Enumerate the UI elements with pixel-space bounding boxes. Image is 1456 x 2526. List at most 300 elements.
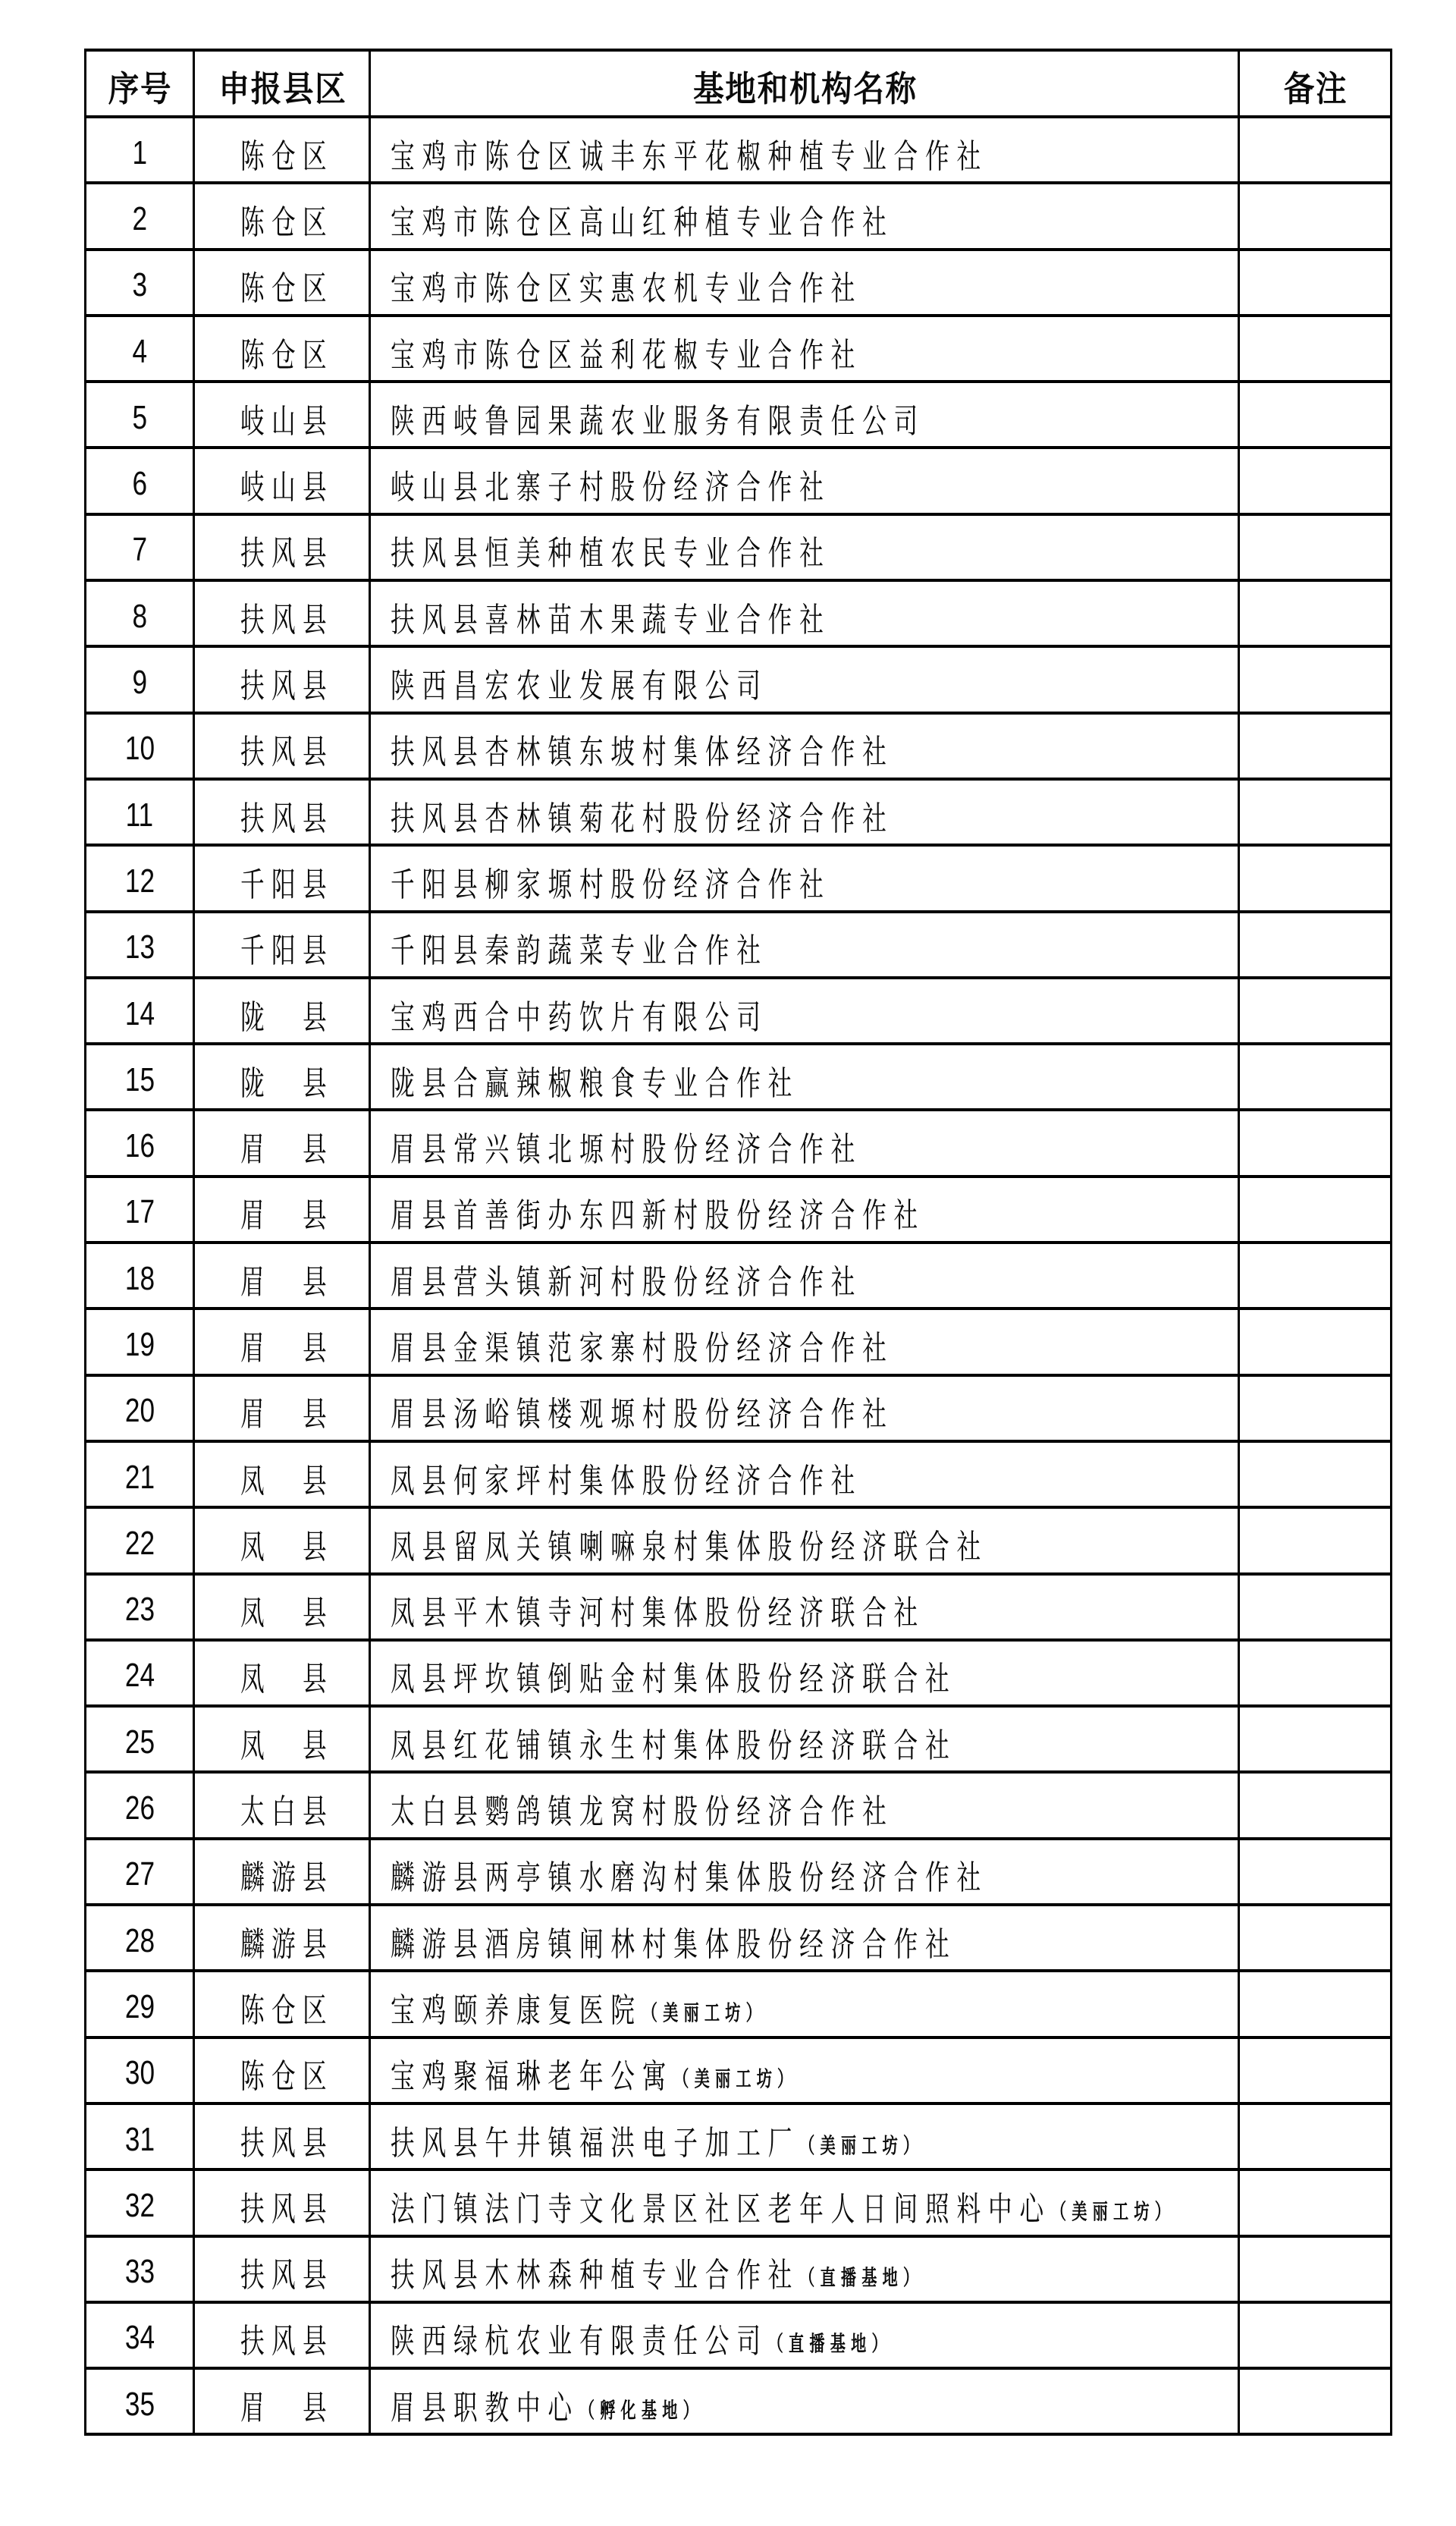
cell-county (194, 183, 370, 249)
row-county: 凤 县 (240, 1660, 334, 1699)
cell-remark (1239, 382, 1392, 448)
cell-name (370, 1772, 1239, 1838)
row-name: 凤县平木镇寺河村集体股份经济联合社 (391, 1594, 926, 1633)
row-index: 30 (124, 2054, 155, 2092)
row-county: 陈仓区 (240, 2057, 334, 2097)
cell-index (86, 2037, 194, 2103)
row-name: 眉县首善街办东四新村股份经济合作社 (391, 1196, 926, 1236)
row-name: 宝鸡西合中药饮片有限公司 (391, 998, 768, 1037)
cell-county (194, 845, 370, 911)
row-index: 4 (132, 332, 147, 370)
row-name-wrap (391, 1784, 894, 1833)
cell-remark (1239, 779, 1392, 845)
row-name-wrap (391, 1917, 957, 1965)
cell-remark (1239, 1839, 1392, 1905)
row-name: 麟游县两亭镇水磨沟村集体股份经济合作社 (391, 1858, 988, 1898)
cell-remark (1239, 2103, 1392, 2169)
row-county: 眉 县 (240, 1395, 334, 1434)
cell-index (86, 1640, 194, 1706)
row-name-wrap (391, 1850, 988, 1899)
row-county: 陈仓区 (240, 1990, 334, 2030)
cell-name (370, 580, 1239, 646)
row-name: 扶风县恒美种植农民专业合作社 (391, 534, 831, 573)
table-row (86, 1640, 1392, 1706)
cell-county (194, 2103, 370, 2169)
row-index: 34 (124, 2319, 155, 2357)
cell-name (370, 514, 1239, 580)
row-name-wrap (391, 791, 894, 840)
row-index: 16 (124, 1127, 155, 1165)
cell-name (370, 1706, 1239, 1772)
row-name-wrap (391, 724, 894, 773)
table-row (86, 1375, 1392, 1441)
row-name: 千阳县柳家塬村股份经济合作社 (391, 865, 831, 904)
cell-index (86, 2236, 194, 2302)
cell-index (86, 845, 194, 911)
cell-remark (1239, 978, 1392, 1044)
cell-name (370, 2103, 1239, 2169)
cell-county (194, 514, 370, 580)
cell-county (194, 912, 370, 978)
cell-county (194, 1177, 370, 1243)
cell-remark (1239, 1044, 1392, 1110)
row-name-wrap (391, 658, 768, 707)
row-index: 28 (124, 1921, 155, 1959)
row-county: 陈仓区 (240, 335, 334, 375)
cell-remark (1239, 2037, 1392, 2103)
table-body (86, 117, 1392, 2434)
table-row (86, 1772, 1392, 1838)
row-county: 眉 县 (240, 1328, 334, 1368)
cell-name (370, 316, 1239, 382)
cell-remark (1239, 2169, 1392, 2235)
cell-county (194, 978, 370, 1044)
cell-name (370, 1971, 1239, 2037)
cell-index (86, 2302, 194, 2368)
header-remark-label: 备注 (1283, 68, 1348, 109)
cell-remark (1239, 1772, 1392, 1838)
table-row (86, 1507, 1392, 1573)
row-name-wrap (391, 990, 768, 1038)
table-row (86, 713, 1392, 779)
cell-remark (1239, 580, 1392, 646)
row-index: 5 (132, 398, 147, 436)
cell-remark (1239, 1706, 1392, 1772)
cell-remark (1239, 2302, 1392, 2368)
table-row (86, 1441, 1392, 1507)
row-county: 麟游县 (240, 1924, 334, 1964)
row-name: 陇县合赢辣椒粮食专业合作社 (391, 1063, 800, 1103)
cell-remark (1239, 117, 1392, 183)
cell-county (194, 580, 370, 646)
cell-remark (1239, 183, 1392, 249)
row-index: 22 (124, 1524, 155, 1562)
cell-county (194, 1772, 370, 1838)
row-name: 麟游县酒房镇闸林村集体股份经济合作社 (391, 1924, 957, 1964)
row-name: 太白县鹦鸽镇龙窝村股份经济合作社 (391, 1792, 894, 1832)
row-name-wrap (391, 1585, 925, 1634)
table-row (86, 1905, 1392, 1971)
row-county: 陈仓区 (240, 203, 334, 242)
row-name-wrap (391, 2182, 1175, 2230)
cell-name (370, 382, 1239, 448)
row-county: 扶风县 (240, 733, 334, 772)
row-name-wrap (391, 1651, 957, 1700)
table-row (86, 183, 1392, 249)
row-name-wrap (391, 261, 862, 309)
row-index: 19 (124, 1325, 155, 1363)
row-name: 千阳县秦韵蔬菜专业合作社 (391, 932, 768, 971)
table-row (86, 2169, 1392, 2235)
row-index: 31 (124, 2120, 155, 2158)
row-index: 18 (124, 1259, 155, 1297)
row-name-wrap (391, 1519, 988, 1568)
row-name-note: （美丽工坊） (799, 2132, 924, 2158)
table-row (86, 117, 1392, 183)
row-name: 扶风县喜林苗木果蔬专业合作社 (391, 600, 831, 639)
row-name-wrap (391, 923, 768, 972)
cell-name (370, 1507, 1239, 1573)
row-name: 眉县职教中心 (391, 2388, 579, 2427)
cell-county (194, 1441, 370, 1507)
table-row (86, 2037, 1392, 2103)
cell-name (370, 779, 1239, 845)
cell-county (194, 1309, 370, 1375)
cell-index (86, 978, 194, 1044)
row-name-note: （直播基地） (799, 2265, 924, 2291)
row-name-wrap (391, 2116, 924, 2164)
cell-county (194, 2037, 370, 2103)
cell-index (86, 713, 194, 779)
cell-county (194, 2236, 370, 2302)
cell-name (370, 1243, 1239, 1309)
row-name: 扶风县木林森种植专业合作社 (391, 2256, 800, 2295)
table-row (86, 978, 1392, 1044)
row-county: 岐山县 (240, 468, 334, 507)
cell-remark (1239, 1971, 1392, 2037)
cell-name (370, 845, 1239, 911)
row-name-wrap (391, 129, 988, 178)
row-index: 26 (124, 1789, 155, 1827)
cell-remark (1239, 1243, 1392, 1309)
row-name-wrap (391, 1321, 894, 1369)
row-name-wrap (391, 1122, 862, 1170)
row-name: 宝鸡颐养康复医院 (391, 1990, 642, 2030)
cell-name (370, 1905, 1239, 1971)
table-row (86, 1177, 1392, 1243)
row-name: 宝鸡市陈仓区诚丰东平花椒种植专业合作社 (391, 137, 988, 176)
row-name: 眉县金渠镇范家寨村股份经济合作社 (391, 1328, 894, 1368)
row-county: 凤 县 (240, 1461, 334, 1500)
row-county: 眉 县 (240, 2388, 334, 2427)
row-name-wrap (391, 195, 894, 243)
table-row (86, 1971, 1392, 2037)
cell-index (86, 1110, 194, 1176)
row-name: 陕西岐鲁园果蔬农业服务有限责任公司 (391, 401, 926, 441)
row-index: 13 (124, 928, 155, 966)
header-row (86, 50, 1392, 117)
row-name-wrap (391, 1188, 925, 1236)
cell-remark (1239, 1441, 1392, 1507)
row-index: 32 (124, 2186, 155, 2224)
table-row (86, 250, 1392, 316)
cell-county (194, 1839, 370, 1905)
cell-index (86, 1772, 194, 1838)
row-index: 24 (124, 1657, 155, 1695)
row-name: 凤县留凤关镇喇嘛泉村集体股份经济联合社 (391, 1527, 988, 1566)
table-row (86, 1574, 1392, 1640)
cell-name (370, 250, 1239, 316)
row-index: 21 (124, 1458, 155, 1496)
row-county: 凤 县 (240, 1527, 334, 1566)
cell-index (86, 1706, 194, 1772)
table-row (86, 845, 1392, 911)
cell-county (194, 1971, 370, 2037)
row-name-wrap (391, 394, 925, 442)
cell-name (370, 1375, 1239, 1441)
row-county: 眉 县 (240, 1130, 334, 1170)
row-county: 麟游县 (240, 1858, 334, 1898)
row-name: 法门镇法门寺文化景区社区老年人日间照料中心 (391, 2189, 1051, 2229)
cell-county (194, 1640, 370, 1706)
cell-index (86, 1441, 194, 1507)
cell-index (86, 1574, 194, 1640)
cell-remark (1239, 1177, 1392, 1243)
cell-name (370, 1110, 1239, 1176)
row-name: 宝鸡市陈仓区高山红种植专业合作社 (391, 203, 894, 242)
row-index: 8 (132, 597, 147, 635)
row-county: 陇 县 (240, 1063, 334, 1103)
row-index: 12 (124, 862, 155, 900)
cell-remark (1239, 448, 1392, 514)
cell-name (370, 1441, 1239, 1507)
row-name: 扶风县午井镇福洪电子加工厂 (391, 2123, 800, 2163)
header-index (86, 50, 194, 117)
row-county: 扶风县 (240, 667, 334, 706)
cell-county (194, 117, 370, 183)
cell-name (370, 713, 1239, 779)
row-county: 凤 县 (240, 1726, 334, 1765)
row-name-wrap (391, 2248, 924, 2296)
row-name-note: （直播基地） (767, 2331, 893, 2357)
row-index: 10 (124, 730, 155, 768)
cell-index (86, 448, 194, 514)
row-name: 凤县红花铺镇永生村集体股份经济联合社 (391, 1726, 957, 1765)
cell-index (86, 1044, 194, 1110)
header-county (194, 50, 370, 117)
cell-index (86, 1507, 194, 1573)
row-index: 11 (125, 796, 154, 834)
row-county: 陈仓区 (240, 137, 334, 176)
cell-name (370, 183, 1239, 249)
cell-index (86, 1309, 194, 1375)
row-name: 眉县营头镇新河村股份经济合作社 (391, 1262, 863, 1302)
cell-remark (1239, 250, 1392, 316)
cell-county (194, 1507, 370, 1573)
row-name-note: （美丽工坊） (1050, 2198, 1176, 2224)
header-name (370, 50, 1239, 117)
row-county: 岐山县 (240, 401, 334, 441)
cell-name (370, 2169, 1239, 2235)
row-county: 扶风县 (240, 2123, 334, 2163)
table-row (86, 448, 1392, 514)
row-index: 17 (124, 1193, 155, 1231)
cell-county (194, 250, 370, 316)
row-name-wrap (391, 592, 831, 641)
cell-remark (1239, 1640, 1392, 1706)
table-row (86, 1706, 1392, 1772)
cell-index (86, 382, 194, 448)
row-county: 扶风县 (240, 2256, 334, 2295)
cell-county (194, 1044, 370, 1110)
row-name-note: （美丽工坊） (673, 2066, 799, 2092)
cell-name (370, 117, 1239, 183)
row-index: 6 (132, 465, 147, 503)
cell-index (86, 2169, 194, 2235)
row-name-wrap (391, 328, 862, 376)
cell-remark (1239, 1375, 1392, 1441)
row-county: 扶风县 (240, 799, 334, 838)
table-row (86, 2236, 1392, 2302)
cell-county (194, 1375, 370, 1441)
row-name-wrap (391, 1453, 862, 1502)
table-row (86, 2368, 1392, 2434)
row-index: 14 (124, 994, 155, 1032)
row-index: 15 (124, 1060, 155, 1098)
table-row (86, 382, 1392, 448)
row-name: 岐山县北寨子村股份经济合作社 (391, 468, 831, 507)
cell-name (370, 978, 1239, 1044)
cell-index (86, 1971, 194, 2037)
cell-name (370, 1574, 1239, 1640)
cell-county (194, 316, 370, 382)
row-county: 扶风县 (240, 600, 334, 639)
cell-name (370, 448, 1239, 514)
row-index: 20 (124, 1392, 155, 1430)
cell-remark (1239, 713, 1392, 779)
row-index: 29 (124, 1987, 155, 2025)
row-name-wrap (391, 1255, 862, 1303)
cell-index (86, 1905, 194, 1971)
cell-name (370, 1044, 1239, 1110)
row-name-wrap (391, 526, 831, 574)
row-name-wrap (391, 857, 831, 906)
cell-index (86, 250, 194, 316)
row-name: 陕西绿杭农业有限责任公司 (391, 2322, 768, 2361)
row-county: 太白县 (240, 1792, 334, 1832)
cell-index (86, 912, 194, 978)
cell-name (370, 1839, 1239, 1905)
row-name-wrap (391, 1718, 957, 1767)
row-name-wrap (391, 2380, 704, 2429)
row-index: 27 (124, 1855, 155, 1893)
cell-index (86, 2103, 194, 2169)
table-row (86, 2302, 1392, 2368)
cell-name (370, 2302, 1239, 2368)
row-name: 宝鸡聚福琳老年公寓 (391, 2057, 674, 2097)
row-name: 扶风县杏林镇菊花村股份经济合作社 (391, 799, 894, 838)
row-index: 1 (132, 134, 147, 171)
row-name-wrap (391, 2049, 798, 2097)
header-index-label: 序号 (108, 68, 173, 109)
cell-index (86, 316, 194, 382)
header-county-label: 申报县区 (218, 68, 347, 109)
cell-name (370, 2368, 1239, 2434)
cell-county (194, 448, 370, 514)
table-row (86, 580, 1392, 646)
header-remark (1239, 50, 1392, 117)
row-name-note: （美丽工坊） (642, 2000, 767, 2025)
cell-remark (1239, 1507, 1392, 1573)
header-name-label: 基地和机构名称 (692, 68, 918, 109)
row-name: 眉县汤峪镇楼观塬村股份经济合作社 (391, 1395, 894, 1434)
table-row (86, 1243, 1392, 1309)
table-row (86, 1110, 1392, 1176)
row-name: 凤县何家坪村集体股份经济合作社 (391, 1461, 863, 1500)
table-row (86, 2103, 1392, 2169)
cell-remark (1239, 514, 1392, 580)
cell-remark (1239, 2236, 1392, 2302)
cell-remark (1239, 1110, 1392, 1176)
cell-index (86, 580, 194, 646)
row-county: 扶风县 (240, 534, 334, 573)
row-name-wrap (391, 1983, 767, 2031)
row-name: 扶风县杏林镇东坡村集体经济合作社 (391, 733, 894, 772)
table-row (86, 514, 1392, 580)
row-index: 9 (132, 664, 147, 702)
table-row (86, 1044, 1392, 1110)
row-index: 3 (132, 266, 147, 304)
cell-remark (1239, 646, 1392, 712)
cell-index (86, 117, 194, 183)
row-county: 眉 县 (240, 1262, 334, 1302)
row-index: 7 (132, 531, 147, 569)
cell-name (370, 1309, 1239, 1375)
row-county: 陇 县 (240, 998, 334, 1037)
row-index: 23 (124, 1591, 155, 1629)
row-name: 凤县坪坎镇倒贴金村集体股份经济联合社 (391, 1660, 957, 1699)
row-name: 眉县常兴镇北塬村股份经济合作社 (391, 1130, 863, 1170)
row-index: 2 (132, 200, 147, 237)
row-name-wrap (391, 2314, 893, 2362)
cell-remark (1239, 912, 1392, 978)
row-county: 陈仓区 (240, 269, 334, 309)
cell-index (86, 779, 194, 845)
table-row (86, 1839, 1392, 1905)
cell-county (194, 2169, 370, 2235)
cell-remark (1239, 1905, 1392, 1971)
cell-name (370, 1177, 1239, 1243)
row-name-wrap (391, 460, 831, 508)
row-name-note: （孵化基地） (579, 2397, 704, 2423)
cell-county (194, 713, 370, 779)
cell-index (86, 1243, 194, 1309)
row-name-wrap (391, 1387, 894, 1435)
cell-remark (1239, 316, 1392, 382)
cell-index (86, 1839, 194, 1905)
row-name: 宝鸡市陈仓区益利花椒专业合作社 (391, 335, 863, 375)
table-row (86, 646, 1392, 712)
base-institution-table (84, 49, 1392, 2436)
cell-county (194, 1574, 370, 1640)
cell-index (86, 2368, 194, 2434)
cell-county (194, 646, 370, 712)
cell-county (194, 2368, 370, 2434)
cell-index (86, 1375, 194, 1441)
cell-index (86, 1177, 194, 1243)
row-county: 千阳县 (240, 932, 334, 971)
cell-name (370, 2037, 1239, 2103)
